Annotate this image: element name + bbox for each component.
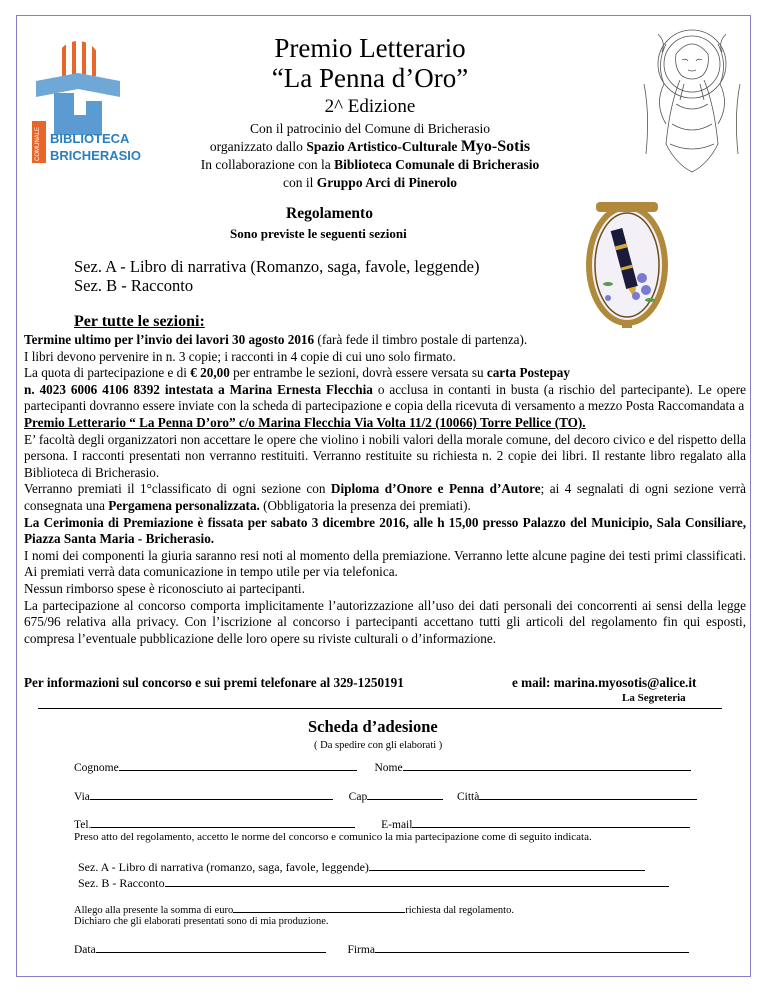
art-nouveau-illustration (636, 24, 748, 176)
signature-segreteria: La Segreteria (622, 692, 686, 704)
patronage-line: Con il patrocinio del Comune di Bricherasio (250, 121, 490, 136)
form-row-contact (74, 817, 690, 831)
form-row-sign (74, 942, 689, 956)
form-heading: Scheda d’adesione (308, 717, 438, 736)
payment-amount-field[interactable] (233, 902, 405, 913)
group-line: con il Gruppo Arci di Pinerolo (283, 175, 457, 190)
rule-jury: I nomi dei componenti la giuria saranno resi noti al momento della premiazione. Verranno lette alcune pagine dei testi primi classificati. Ai premiati verrà data comunicazione in tempo utile per via telefonica. (24, 547, 746, 580)
form-section-a: Sez. A - Libro di narrativa (romanzo, saga, favole, leggende) (78, 860, 645, 875)
form-payment: Allego alla presente la somma di euro richiesta dal regolamento. (74, 902, 514, 916)
rule-copies: I libri devono pervenire in n. 3 copie; i racconti in 4 copie di cui uno solo firmato. (24, 348, 456, 364)
rule-fee: La quota di partecipazione e di € 20,00 per entrambe le sezioni, dovrà essere versata su carta Postepay n. 4023 6006 4106 8392 intestata a Marina Ernesta Flecchia o acclusa in contanti in busta (a rischio del partecipante). Le opere partecipanti dovranno essere inviate con la scheda di partecipazione e copia della ricevuta di versamento a mezzo Posta Raccomandata a (24, 365, 746, 414)
rule-ceremony: La Cerimonia di Premiazione è fissata per sabato 3 dicembre 2016, alle h 15,00 presso Palazzo del Municipio, Sala Consiliare, Piazza Santa Maria - Bricherasio. (24, 514, 746, 547)
form-acceptance: Preso atto del regolamento, accetto le norme del concorso e comunico la mia partecipazione come di seguito indicata. (74, 831, 592, 843)
firma-label: Firma (347, 944, 375, 956)
logo-bottom-text: BRICHERASIO (50, 148, 142, 163)
page-title-line2: “La Penna d’Oro” (271, 63, 469, 93)
tel-field[interactable] (91, 817, 355, 828)
rule-prizes: Verranno premiati il 1°classificato di ogni sezione con Diploma d’Onore e Penna d’Autore; ai 4 segnalati di ogni sezione verrà consegnata una Pergamena personalizzata. (Obbligatoria la presenza dei premiati). (24, 481, 746, 513)
form-declaration: Dichiaro che gli elaborati presentati sono di mia produzione. (74, 916, 329, 927)
nome-field[interactable] (403, 760, 691, 771)
cap-field[interactable] (367, 789, 443, 800)
email-field[interactable] (412, 817, 690, 828)
citta-label: Città (456, 791, 480, 803)
data-label: Data (74, 944, 96, 956)
all-sections-heading: Per tutte le sezioni: (74, 313, 205, 330)
rule-acceptance: E’ facoltà degli organizzatori non accettare le opere che violino i nobili valori della morale comune, del decoro civico e del rispetto della persona. I racconti presentati non verranno restituiti. Verranno restituite su richiesta n. 2 copie dei libri. Il restante libro regalato alla Biblioteca di Bricherasio. (24, 431, 746, 480)
via-label: Via (74, 791, 90, 803)
biblioteca-logo (26, 23, 142, 165)
cognome-label: Cognome (74, 762, 119, 774)
form-section-b: Sez. B - Racconto (78, 876, 669, 891)
rule-privacy: La partecipazione al concorso comporta implicitamente l’autorizzazione all’uso dei dati personali dei concorrenti ai sensi della legge 675/96 relativa alla privacy. Con l’iscrizione al concorso i partecipanti accettano tutti gli articoli del regolamento fin qui esposti, compresa l’eventuale pubblicazione delle loro opere su riviste culturali o d’informazione. (24, 597, 746, 646)
section-a: Sez. A - Libro di narrativa (Romanzo, saga, favole, leggende) (74, 257, 480, 276)
cognome-field[interactable] (119, 760, 357, 771)
page-title-line1: Premio Letterario (274, 33, 466, 63)
citta-field[interactable] (479, 789, 697, 800)
form-row-address (74, 789, 697, 803)
section-b: Sez. B - Racconto (74, 276, 194, 295)
regolamento-heading: Regolamento (286, 205, 373, 222)
organized-line: organizzato dallo Spazio Artistico-Culturale Myo-Sotis (209, 138, 531, 155)
separator-line (38, 708, 722, 709)
rule-deadline: Termine ultimo per l’invio dei lavori 30 agosto 2016 (farà fede il timbro postale di partenza). (24, 332, 528, 347)
section-a-field[interactable] (369, 860, 645, 871)
rules-body (24, 332, 746, 647)
nome-label: Nome (374, 762, 403, 774)
rule-refund: Nessun rimborso spese è riconosciuto ai partecipanti. (24, 580, 305, 596)
data-field[interactable] (96, 942, 326, 953)
via-field[interactable] (90, 789, 333, 800)
form-subheading: ( Da spedire con gli elaborati ) (314, 740, 443, 751)
tel-label: Tel. (74, 819, 92, 831)
section-b-field[interactable] (165, 876, 669, 887)
rule-address: Premio Letterario “ La Penna D’oro” c/o Marina Flecchia Via Volta 11/2 (10066) Torre Pellice (TO). (24, 414, 586, 430)
collaboration-line: In collaborazione con la Biblioteca Comunale di Bricherasio (200, 157, 540, 172)
edition-label: 2^ Edizione (324, 96, 416, 117)
pen-frame-illustration (584, 200, 670, 330)
cap-label: Cap (348, 791, 368, 803)
info-phone: Per informazioni sul concorso e sui premi telefonare al 329-1250191 (24, 675, 404, 690)
email-label: E-mail (381, 819, 413, 831)
form-row-name (74, 760, 691, 774)
logo-side-text: COMUNALE (35, 126, 41, 161)
regolamento-subheading: Sono previste le seguenti sezioni (230, 226, 407, 241)
firma-field[interactable] (375, 942, 689, 953)
logo-top-text: BIBLIOTECA (50, 131, 130, 146)
info-email: e mail: marina.myosotis@alice.it (512, 675, 697, 690)
